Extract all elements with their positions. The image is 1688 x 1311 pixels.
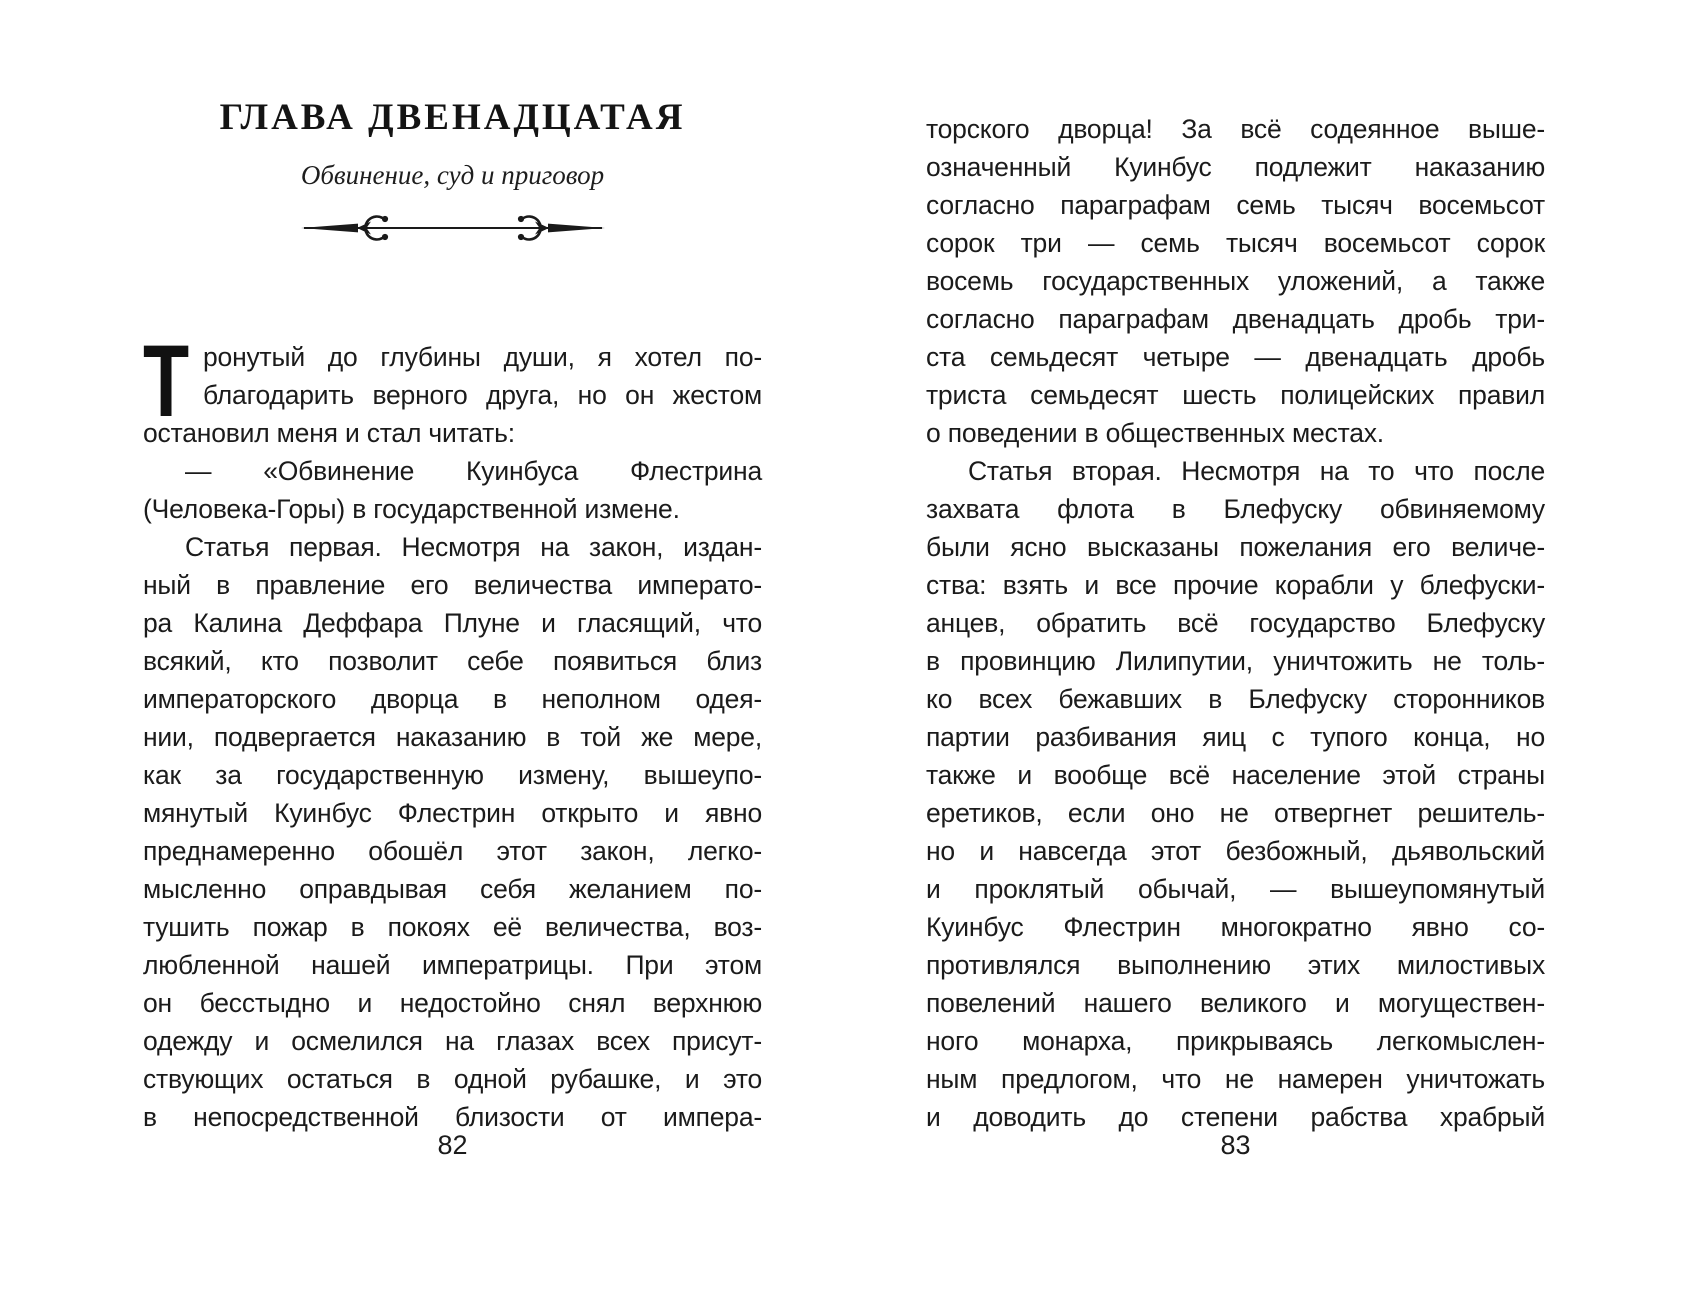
text-line: нии, подвергается наказанию в той же мере, (143, 722, 762, 752)
text-line: ствующих остаться в одной рубашке, и это (143, 1064, 762, 1094)
text-line: преднамеренно обошёл этот закон, легко- (143, 836, 762, 866)
page-number-left: 82 (437, 1130, 468, 1160)
text-line: означенный Куинбус подлежит наказанию (926, 152, 1545, 182)
drop-cap: Т (143, 324, 190, 438)
text-line: — «Обвинение Куинбуса Флестрина (185, 456, 762, 486)
text-line: и проклятый обычай, — вышеупомянутый (926, 874, 1545, 904)
text-line: (Человека-Горы) в государственной измене. (143, 494, 680, 524)
text-line: остановил меня и стал читать: (143, 418, 515, 448)
text-line: мысленно оправдывая себя желанием по- (143, 874, 762, 904)
text-line: повелений нашего великого и могуществен- (926, 988, 1545, 1018)
text-line: в непосредственной близости от импера- (143, 1102, 762, 1132)
text-line: еретиков, если оно не отвергнет решитель- (926, 798, 1545, 828)
text-line: одежду и осмелился на глазах всех присут- (143, 1026, 762, 1056)
text-line: тушить пожар в покоях её величества, воз- (143, 912, 762, 942)
text-line: он бесстыдно и недостойно снял верхнюю (143, 988, 762, 1018)
text-line: ко всех бежавших в Блефуску сторонников (926, 684, 1545, 714)
text-line: анцев, обратить всё государство Блефуску (926, 608, 1545, 638)
text-line: ра Калина Деффара Плуне и гласящий, что (143, 608, 762, 638)
text-line: захвата флота в Блефуску обвиняемому (926, 494, 1545, 524)
text-line: сорок три — семь тысяч восемьсот сорок (926, 228, 1545, 258)
text-line: согласно параграфам двенадцать дробь три- (926, 304, 1545, 334)
text-line: ства: взять и все прочие корабли у блефуски- (926, 570, 1545, 600)
left-page (143, 0, 762, 1311)
text-line: ный в правление его величества императо- (143, 570, 762, 600)
right-page (926, 0, 1545, 1311)
chapter-subtitle: Обвинение, суд и приговор (300, 160, 605, 190)
text-line: ронутый до глубины души, я хотел по- (203, 342, 762, 372)
text-line: в провинцию Лилипутии, уничтожить не толь- (926, 646, 1545, 676)
text-line: Куинбус Флестрин многократно явно со- (926, 912, 1545, 942)
text-line: мянутый Куинбус Флестрин открыто и явно (143, 798, 762, 828)
text-line: триста семьдесят шесть полицейских правил (926, 380, 1545, 410)
text-line: о поведении в общественных местах. (926, 418, 1384, 448)
text-line: всякий, кто позволит себе появиться близ (143, 646, 762, 676)
page-number-right: 83 (1220, 1130, 1251, 1160)
chapter-divider-ornament-icon (143, 210, 762, 246)
text-line: ста семьдесят четыре — двенадцать дробь (926, 342, 1545, 372)
text-line: императорского дворца в неполном одея- (143, 684, 762, 714)
text-line: согласно параграфам семь тысяч восемьсот (926, 190, 1545, 220)
chapter-title: ГЛАВА ДВЕНАДЦАТАЯ (219, 97, 686, 138)
right-page-text (926, 110, 1545, 1136)
text-line: были ясно высказаны пожелания его величе- (926, 532, 1545, 562)
text-line: Статья первая. Несмотря на закон, издан- (185, 532, 762, 562)
text-line: как за государственную измену, вышеупо- (143, 760, 762, 790)
text-line: но и навсегда этот безбожный, дьявольский (926, 836, 1545, 866)
text-line: благодарить верного друга, но он жестом (203, 380, 762, 410)
text-line: любленной нашей императрицы. При этом (143, 950, 762, 980)
text-line: и доводить до степени рабства храбрый (926, 1102, 1545, 1132)
text-line: также и вообще всё население этой страны (926, 760, 1545, 790)
text-line: ного монарха, прикрываясь легкомыслен- (926, 1026, 1545, 1056)
text-line: противлялся выполнению этих милостивых (926, 950, 1545, 980)
text-line: Статья вторая. Несмотря на то что после (968, 456, 1545, 486)
text-line: восемь государственных уложений, а также (926, 266, 1545, 296)
text-line: торского дворца! За всё содеянное выше- (926, 114, 1545, 144)
text-line: партии разбивания яиц с тупого конца, но (926, 722, 1545, 752)
left-page-text (143, 324, 762, 1136)
text-line: ным предлогом, что не намерен уничтожать (926, 1064, 1545, 1094)
